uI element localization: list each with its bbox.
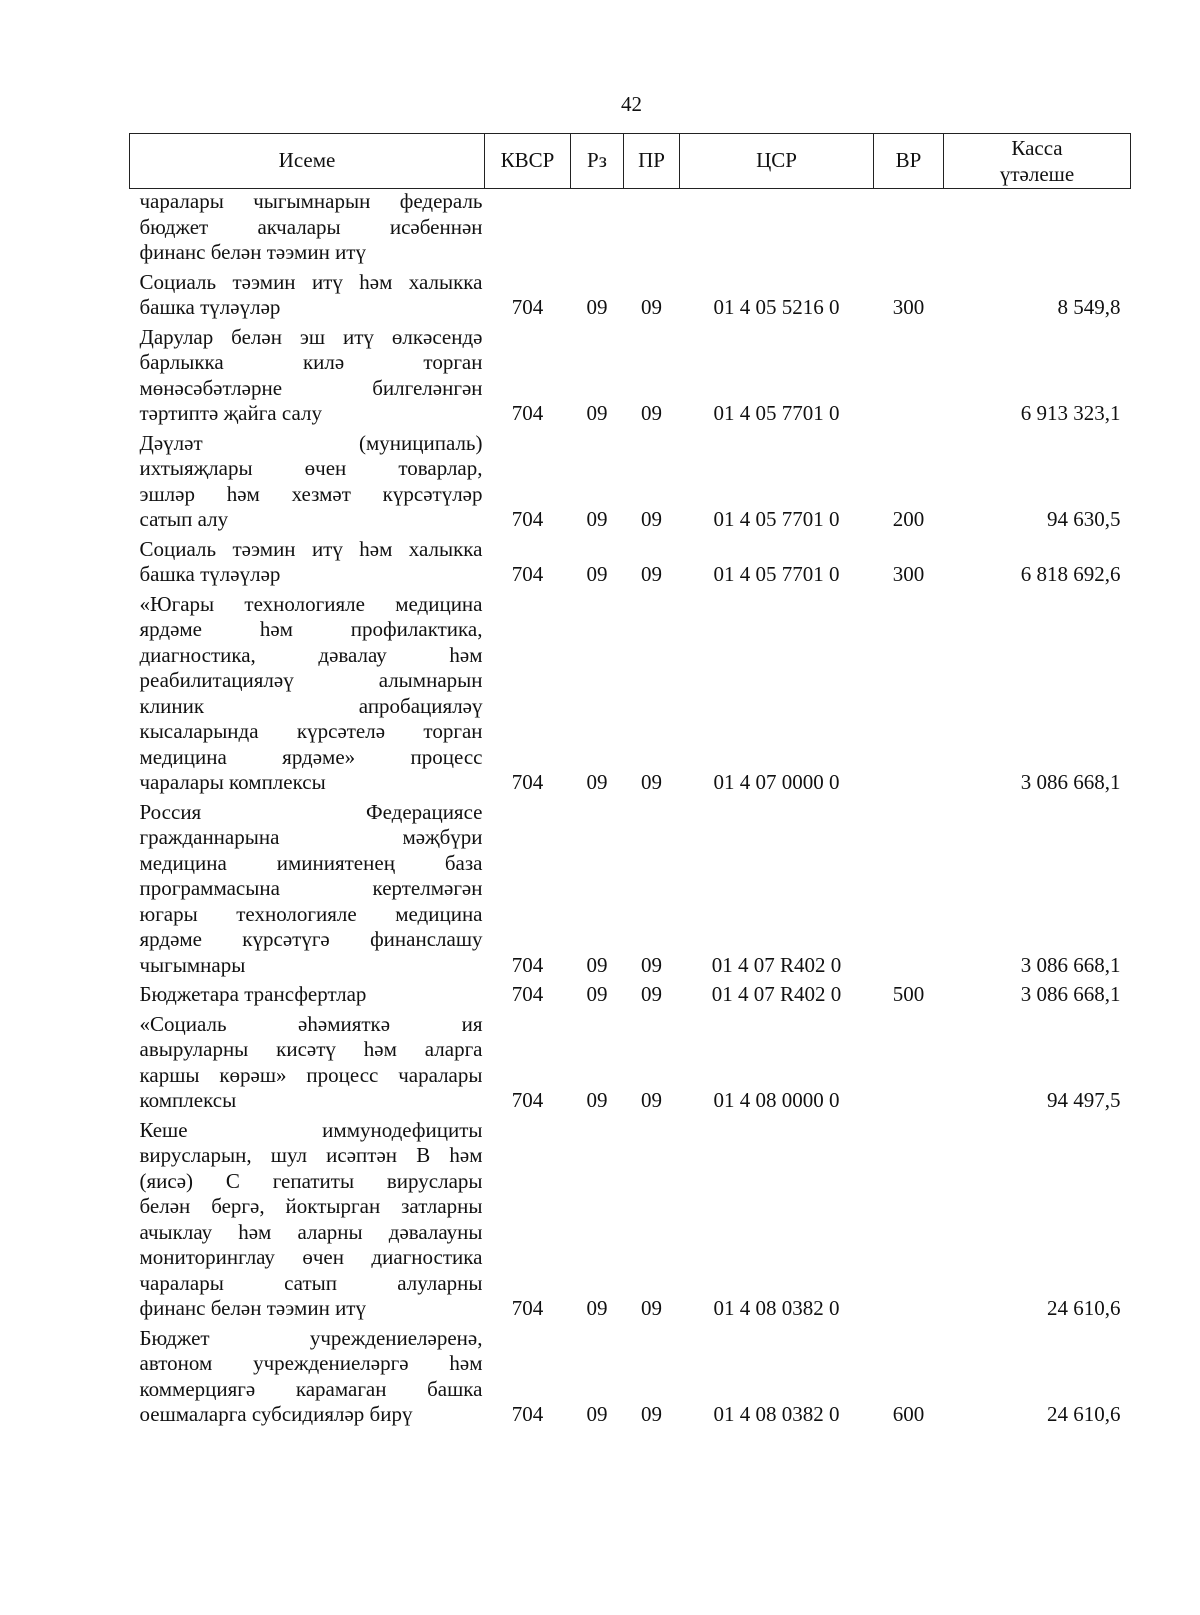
row-vr: 300	[892, 562, 925, 586]
row-pr: 09	[641, 401, 662, 425]
header-vr: ВР	[874, 134, 944, 189]
row-name	[130, 1326, 485, 1432]
row-name	[130, 982, 485, 1012]
row-name-line: мониторинглау өчен диагностика	[139, 1245, 483, 1269]
row-csr: 01 4 08 0000 0	[713, 1088, 840, 1112]
row-name-line: Социаль тәэмин итү һәм халыкка	[139, 269, 483, 294]
row-name-line: Бюджет учреждениеләренә,	[139, 1325, 483, 1350]
row-name-line: комплексы	[139, 1088, 237, 1112]
header-kassa	[944, 134, 1131, 189]
row-name	[130, 270, 485, 325]
row-rz: 09	[586, 295, 608, 319]
row-name-line: коммерциягә карамаган башка	[139, 1376, 483, 1401]
row-vr	[874, 1118, 944, 1326]
row-name-line: Россия Федерациясе	[139, 799, 483, 824]
row-name-line: Бюджетара трансфертлар	[139, 982, 367, 1006]
row-rz: 09	[586, 952, 608, 977]
header-csr: ЦСР	[680, 134, 874, 189]
row-name-line: югары технологияле медицина	[139, 901, 483, 926]
row-pr: 09	[641, 952, 662, 977]
row-name-line: кысаларында күрсәтелә торган	[139, 719, 483, 743]
row-name-line: барлыкка килә торган	[139, 350, 483, 374]
row-name	[130, 537, 485, 592]
row-name-line: оешмаларга субсидияләр бирү	[139, 1402, 413, 1426]
budget-table	[129, 133, 1131, 1432]
row-pr: 09	[641, 1088, 662, 1112]
row-name-line: мөнәсәбәтләрне билгеләнгән	[139, 375, 483, 400]
row-name-line: авыруларны кисәтү һәм аларга	[139, 1037, 483, 1061]
row-kassa: 6 818 692,6	[1020, 562, 1121, 586]
row-name-line: ихтыяҗлары өчен товарлар,	[139, 456, 483, 480]
row-name-line: белән бергә, йоктырган затларны	[139, 1194, 483, 1218]
header-name: Исеме	[130, 134, 485, 189]
row-rz: 09	[586, 1296, 608, 1320]
row-name-line: чаралары комплексы	[139, 770, 326, 794]
row-vr	[874, 325, 944, 431]
row-vr	[874, 592, 944, 800]
row-kvsr: 704	[511, 770, 544, 794]
row-name-line: гражданнарына мәҗбүри	[139, 825, 483, 849]
row-name-line: ярдәме күрсәтүгә финанслашу	[139, 927, 483, 951]
row-pr: 09	[641, 507, 662, 531]
row-name-line: башка түләүләр	[139, 562, 281, 586]
row-vr	[874, 800, 944, 983]
row-csr	[680, 189, 874, 270]
row-rz	[571, 189, 624, 270]
row-csr: 01 4 07 0000 0	[713, 770, 840, 794]
header-kassa-line1: Касса	[1011, 136, 1063, 160]
row-name	[130, 431, 485, 537]
row-name-line: автоном учреждениеләргә һәм	[139, 1351, 483, 1375]
row-name-line: медицина ярдәме» процесс	[139, 744, 483, 769]
row-name	[130, 800, 485, 983]
table-row	[130, 1118, 1131, 1326]
row-name-line: тәртиптә җайга салу	[139, 401, 322, 425]
row-name-line: клиник апробацияләү	[139, 693, 483, 718]
table-row	[130, 431, 1131, 537]
row-csr: 01 4 07 R402 0	[711, 982, 842, 1006]
row-csr: 01 4 05 7701 0	[713, 562, 840, 586]
row-kvsr: 704	[511, 401, 544, 425]
row-name-line: реабилитацияләү алымнарын	[139, 668, 483, 692]
row-name	[130, 1012, 485, 1118]
row-kassa: 8 549,8	[1057, 295, 1121, 319]
row-kassa: 3 086 668,1	[1020, 770, 1121, 794]
header-kassa-line2: үтәлеше	[999, 162, 1075, 186]
table-row	[130, 592, 1131, 800]
table-row	[130, 982, 1131, 1012]
row-rz: 09	[586, 1088, 608, 1112]
row-kvsr: 704	[511, 1296, 544, 1320]
row-name	[130, 189, 485, 270]
row-pr: 09	[641, 770, 662, 794]
row-name-line: чыгымнары	[139, 952, 246, 977]
row-csr: 01 4 05 5216 0	[713, 295, 840, 319]
row-vr: 600	[892, 1402, 925, 1426]
row-vr	[874, 189, 944, 270]
row-csr: 01 4 05 7701 0	[713, 507, 840, 531]
row-pr: 09	[641, 1296, 662, 1320]
header-pr: ПР	[624, 134, 680, 189]
header-rz: Рз	[571, 134, 624, 189]
row-kassa: 6 913 323,1	[1020, 401, 1121, 425]
table-row	[130, 270, 1131, 325]
row-name-line: Дарулар белән эш итү өлкәсендә	[139, 324, 483, 349]
table-body	[130, 189, 1131, 1432]
row-name-line: Кеше иммунодефициты	[139, 1117, 483, 1142]
row-kassa: 94 497,5	[1047, 1088, 1121, 1112]
table-row	[130, 325, 1131, 431]
row-name-line: финанс белән тәэмин итү	[139, 1296, 366, 1320]
row-kvsr: 704	[511, 1402, 544, 1426]
row-csr: 01 4 07 R402 0	[711, 952, 842, 977]
table-row	[130, 537, 1131, 592]
table-row	[130, 1012, 1131, 1118]
row-pr	[624, 189, 680, 270]
row-kassa: 3 086 668,1	[1020, 982, 1121, 1006]
row-name-line: «Югары технологияле медицина	[139, 591, 483, 616]
row-pr: 09	[641, 562, 662, 586]
row-name-line: бюджет акчалары исәбеннән	[139, 214, 483, 239]
row-name-line: медицина иминиятенең база	[139, 850, 483, 875]
row-vr	[874, 1012, 944, 1118]
row-name-line: башка түләүләр	[139, 295, 281, 319]
row-name-line: Социаль тәэмин итү һәм халыкка	[139, 536, 483, 561]
row-kassa: 24 610,6	[1047, 1296, 1121, 1320]
row-name-line: чаралары сатып алуларны	[139, 1270, 483, 1295]
row-kassa	[944, 189, 1131, 270]
row-kvsr: 704	[511, 952, 544, 977]
row-rz: 09	[586, 982, 608, 1006]
row-rz: 09	[586, 770, 608, 794]
row-name	[130, 325, 485, 431]
row-csr: 01 4 08 0382 0	[713, 1296, 840, 1320]
row-name-line: программасына кертелмәгән	[139, 876, 483, 900]
row-kvsr: 704	[511, 507, 544, 531]
row-name	[130, 1118, 485, 1326]
row-name-line: чаралары чыгымнарын федераль	[139, 189, 483, 213]
row-name-line: эшләр һәм хезмәт күрсәтүләр	[139, 481, 483, 506]
row-pr: 09	[641, 982, 662, 1006]
row-rz: 09	[586, 1402, 608, 1426]
row-name-line: диагностика, дәвалау һәм	[139, 642, 483, 667]
row-vr: 500	[892, 982, 925, 1006]
table-header	[130, 134, 1131, 189]
row-name-line: (яисә) С гепатиты вируслары	[139, 1168, 483, 1193]
row-vr: 200	[892, 507, 925, 531]
row-pr: 09	[641, 1402, 662, 1426]
row-name-line: «Социаль әһәмияткә ия	[139, 1011, 483, 1036]
row-rz: 09	[586, 507, 608, 531]
row-name-line: сатып алу	[139, 507, 229, 531]
row-name-line: вирусларын, шул исәптән В һәм	[139, 1143, 483, 1167]
row-rz: 09	[586, 401, 608, 425]
table-row	[130, 800, 1131, 983]
row-name-line: Дәүләт (муниципаль)	[139, 430, 483, 455]
row-kassa: 3 086 668,1	[1020, 952, 1121, 977]
row-kvsr: 704	[511, 982, 544, 1006]
row-kvsr: 704	[511, 295, 544, 319]
row-pr: 09	[641, 295, 662, 319]
row-name-line: каршы көрәш» процесс чаралары	[139, 1062, 483, 1087]
row-name-line: финанс белән тәэмин итү	[139, 240, 366, 264]
row-kassa: 24 610,6	[1047, 1402, 1121, 1426]
row-kvsr: 704	[511, 1088, 544, 1112]
row-kassa: 94 630,5	[1047, 507, 1121, 531]
row-csr: 01 4 08 0382 0	[713, 1402, 840, 1426]
page-number: 42	[621, 92, 642, 116]
row-name	[130, 592, 485, 800]
row-name-line: ачыклау һәм аларны дәвалауны	[139, 1219, 483, 1244]
table-row	[130, 1326, 1131, 1432]
row-name-line: ярдәме һәм профилактика,	[139, 617, 483, 641]
header-kvsr: КВСР	[485, 134, 571, 189]
row-rz: 09	[586, 562, 608, 586]
table-row	[130, 189, 1131, 270]
row-csr: 01 4 05 7701 0	[713, 401, 840, 425]
row-kvsr: 704	[511, 562, 544, 586]
row-kvsr	[485, 189, 571, 270]
row-vr: 300	[892, 295, 925, 319]
